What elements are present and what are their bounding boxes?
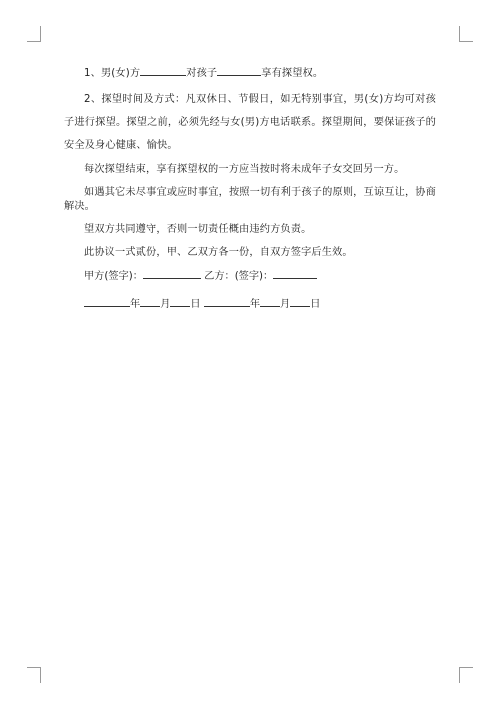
party-b-label: 乙方：(签字)： xyxy=(204,271,274,282)
year-field[interactable] xyxy=(84,297,130,307)
month-label: 月 xyxy=(160,299,171,310)
clause-2: 2、探望时间及方式：凡双休日、节假日，如无特别事宜，男(女)方均可对孩子进行探望。探望之前，必须先经与女(男)方电话联系。探望期间，要保证孩子的安全及身心健康、愉快。 xyxy=(64,94,436,151)
crop-mark-top-right xyxy=(459,26,473,42)
month-label: 月 xyxy=(280,299,291,310)
crop-mark-bottom-right xyxy=(459,667,473,683)
month-field[interactable] xyxy=(140,297,160,307)
crop-mark-bottom-left xyxy=(27,667,41,683)
clause-1-right: 享有探望权。 xyxy=(261,68,324,79)
year-field[interactable] xyxy=(204,297,250,307)
year-label: 年 xyxy=(249,299,260,310)
signature-line xyxy=(64,269,436,284)
clause-6: 此协议一式贰份，甲、乙双方各一份，自双方签字后生效。 xyxy=(84,247,353,258)
clause-1 xyxy=(64,66,436,81)
party-a-label: 甲方(签字)： xyxy=(84,271,143,282)
crop-mark-top-left xyxy=(27,26,41,42)
clause-1-party: 1、男(女)方 xyxy=(84,68,141,79)
party-b-signature-field[interactable] xyxy=(273,269,317,279)
clause-5: 望双方共同遵守，否则一切责任概由违约方负责。 xyxy=(84,224,312,235)
day-label: 日 xyxy=(190,299,201,310)
document-body xyxy=(64,66,436,312)
clause-3: 每次探望结束，享有探望权的一方应当按时将未成年子女交回另一方。 xyxy=(84,164,405,175)
clause-4: 如遇其它未尽事宜或应时事宜，按照一切有利于孩子的原则，互谅互让，协商解决。 xyxy=(64,187,436,212)
day-field[interactable] xyxy=(170,297,190,307)
blank-field[interactable] xyxy=(140,66,186,76)
date-line xyxy=(64,297,436,312)
day-label: 日 xyxy=(310,299,321,310)
month-field[interactable] xyxy=(260,297,280,307)
day-field[interactable] xyxy=(290,297,310,307)
year-label: 年 xyxy=(130,299,141,310)
blank-field[interactable] xyxy=(217,66,261,76)
clause-1-child: 对孩子 xyxy=(186,68,218,79)
party-a-signature-field[interactable] xyxy=(143,269,201,279)
